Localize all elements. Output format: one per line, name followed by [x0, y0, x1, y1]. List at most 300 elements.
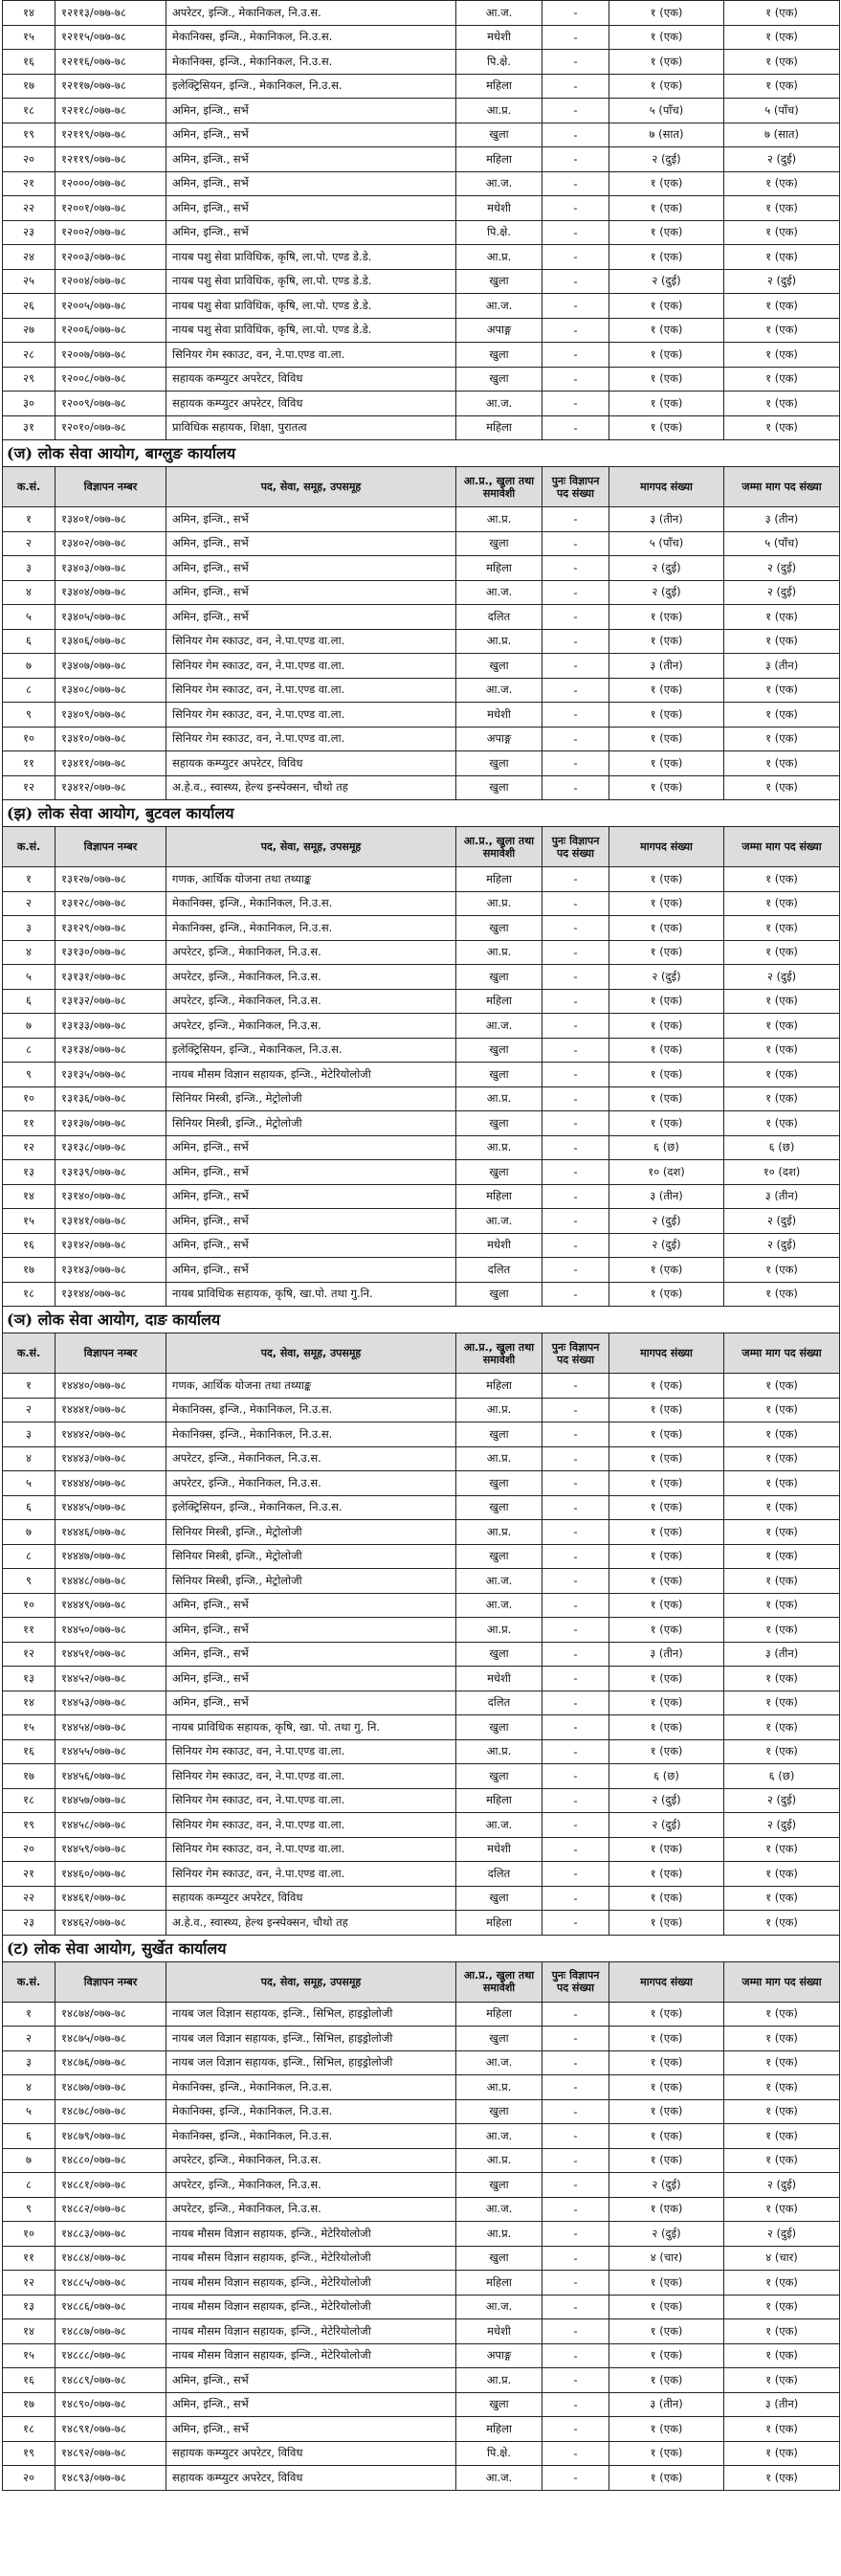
readvert-cell: -: [542, 2271, 609, 2296]
readvert-cell: -: [542, 367, 609, 392]
serial-cell: ६: [3, 1495, 55, 1520]
category-cell: आ.प्र.: [456, 1618, 542, 1643]
demand-cell: १ (एक): [609, 629, 724, 654]
table-row: [3, 1862, 840, 1887]
serial-cell: ७: [3, 1014, 55, 1039]
serial-cell: १२: [3, 1135, 55, 1160]
total-cell: ३ (तीन): [724, 654, 840, 679]
serial-cell: १८: [3, 1282, 55, 1307]
category-cell: आ.प्र.: [456, 1086, 542, 1111]
serial-cell: ३१: [3, 415, 55, 440]
readvert-cell: -: [542, 1063, 609, 1087]
serial-cell: ६: [3, 2124, 55, 2149]
advert-number-cell: १४४६०/०७७-७८: [55, 1862, 166, 1887]
table-row: [3, 2050, 840, 2075]
serial-cell: २: [3, 1398, 55, 1422]
category-cell: मधेशी: [456, 1667, 542, 1691]
advert-number-cell: १३१४४/०७७-७८: [55, 1282, 166, 1307]
post-cell: सहायक कम्प्युटर अपरेटर, विविध: [166, 1886, 456, 1911]
category-cell: पि.क्षे.: [456, 220, 542, 245]
total-cell: १ (एक): [724, 1398, 840, 1422]
post-cell: अमिन, इन्जि., सर्भे: [166, 605, 456, 630]
category-cell: खुला: [456, 1038, 542, 1063]
demand-cell: १ (एक): [609, 2124, 724, 2149]
total-cell: १ (एक): [724, 392, 840, 416]
advert-number-cell: १४८७७/०७७-७८: [55, 2075, 166, 2100]
total-cell: ५ (पाँच): [724, 99, 840, 123]
demand-cell: ३ (तीन): [609, 2392, 724, 2417]
serial-cell: १०: [3, 2222, 55, 2247]
category-cell: खुला: [456, 1544, 542, 1569]
total-cell: १ (एक): [724, 318, 840, 343]
readvert-cell: -: [542, 1374, 609, 1399]
total-cell: १ (एक): [724, 1086, 840, 1111]
vacancy-table-body: [3, 1, 840, 2491]
total-cell: १ (एक): [724, 629, 840, 654]
category-cell: अपाङ्ग: [456, 2343, 542, 2368]
table-row: [3, 74, 840, 99]
post-cell: अमिन, इन्जि., सर्भे: [166, 196, 456, 221]
total-cell: १ (एक): [724, 1691, 840, 1715]
category-cell: आ.ज.: [456, 392, 542, 416]
demand-cell: १ (एक): [609, 2466, 724, 2491]
serial-cell: ८: [3, 1038, 55, 1063]
category-cell: महिला: [456, 1788, 542, 1813]
serial-cell: १: [3, 507, 55, 532]
demand-cell: १ (एक): [609, 916, 724, 941]
demand-cell: १ (एक): [609, 1422, 724, 1447]
serial-cell: २१: [3, 1862, 55, 1887]
table-row: [3, 269, 840, 294]
post-cell: मेकानिक्स, इन्जि., मेकानिकल, नि.उ.स.: [166, 1422, 456, 1447]
advert-number-cell: १३४०८/०७७-७८: [55, 678, 166, 703]
advert-number-cell: १४८८२/०७७-७८: [55, 2197, 166, 2222]
table-row: [3, 965, 840, 990]
advert-number-cell: १४४४४/०७७-७८: [55, 1471, 166, 1496]
demand-cell: १ (एक): [609, 989, 724, 1014]
table-row: [3, 196, 840, 221]
serial-cell: ४: [3, 2075, 55, 2100]
demand-cell: १ (एक): [609, 1282, 724, 1307]
advert-number-cell: १२११५/०७७-७८: [55, 25, 166, 50]
post-cell: अमिन, इन्जि., सर्भे: [166, 1258, 456, 1283]
readvert-cell: -: [542, 1422, 609, 1447]
advert-number-cell: १३१३३/०७७-७८: [55, 1014, 166, 1039]
section-title: (झ) लोक सेवा आयोग, बुटवल कार्यालय: [3, 800, 840, 827]
demand-cell: १० (दश): [609, 1160, 724, 1185]
demand-cell: १ (एक): [609, 891, 724, 916]
section-title: (ट) लोक सेवा आयोग, सुर्खेत कार्यालय: [3, 1935, 840, 1961]
category-cell: आ.ज.: [456, 2466, 542, 2491]
table-row: [3, 605, 840, 630]
serial-cell: १४: [3, 1184, 55, 1209]
post-cell: अमिन, इन्जि., सर्भे: [166, 99, 456, 123]
total-cell: १ (एक): [724, 50, 840, 75]
total-cell: १ (एक): [724, 989, 840, 1014]
post-cell: अमिन, इन्जि., सर्भे: [166, 171, 456, 196]
post-cell: अमिन, इन्जि., सर्भे: [166, 556, 456, 581]
post-cell: सहायक कम्प्युटर अपरेटर, विविध: [166, 2441, 456, 2466]
column-header: आ.प्र., खुला तथा समावेशी: [456, 1333, 542, 1374]
advert-number-cell: १२०१०/०७७-७८: [55, 415, 166, 440]
advert-number-cell: १४४४१/०७७-७८: [55, 1398, 166, 1422]
readvert-cell: -: [542, 1014, 609, 1039]
category-cell: आ.प्र.: [456, 2148, 542, 2173]
table-row: [3, 123, 840, 147]
advert-number-cell: १२११७/०७७-७८: [55, 74, 166, 99]
table-row: [3, 1495, 840, 1520]
demand-cell: १ (एक): [609, 343, 724, 368]
category-cell: खुला: [456, 1495, 542, 1520]
table-row: [3, 2343, 840, 2368]
post-cell: इलेक्ट्रिसियन, इन्जि., मेकानिकल, नि.उ.स.: [166, 1038, 456, 1063]
total-cell: १ (एक): [724, 1715, 840, 1740]
advert-number-cell: १३४०९/०७७-७८: [55, 703, 166, 728]
readvert-cell: -: [542, 2417, 609, 2442]
category-cell: खुला: [456, 1642, 542, 1667]
table-row: [3, 1544, 840, 1569]
serial-cell: ७: [3, 2148, 55, 2173]
serial-cell: ८: [3, 678, 55, 703]
demand-cell: २ (दुई): [609, 1813, 724, 1838]
serial-cell: १३: [3, 1160, 55, 1185]
category-cell: मधेशी: [456, 196, 542, 221]
category-cell: आ.ज.: [456, 171, 542, 196]
total-cell: १ (एक): [724, 891, 840, 916]
total-cell: ६ (छ): [724, 1135, 840, 1160]
column-header: क.सं.: [3, 1333, 55, 1374]
demand-cell: १ (एक): [609, 2099, 724, 2124]
serial-cell: १३: [3, 1667, 55, 1691]
readvert-cell: -: [542, 1667, 609, 1691]
readvert-cell: -: [542, 989, 609, 1014]
readvert-cell: -: [542, 1495, 609, 1520]
readvert-cell: -: [542, 1618, 609, 1643]
serial-cell: ९: [3, 1063, 55, 1087]
advert-number-cell: १४८९२/०७७-७८: [55, 2441, 166, 2466]
demand-cell: १ (एक): [609, 1739, 724, 1764]
table-row: [3, 1, 840, 26]
advert-number-cell: १३४०६/०७७-७८: [55, 629, 166, 654]
demand-cell: २ (दुई): [609, 2222, 724, 2247]
advert-number-cell: १४४४९/०७७-७८: [55, 1593, 166, 1618]
serial-cell: २: [3, 891, 55, 916]
post-cell: अपरेटर, इन्जि., मेकानिकल, नि.उ.स.: [166, 2197, 456, 2222]
category-cell: महिला: [456, 556, 542, 581]
total-cell: १ (एक): [724, 2368, 840, 2393]
serial-cell: १७: [3, 2392, 55, 2417]
table-row: [3, 1593, 840, 1618]
table-row: [3, 2392, 840, 2417]
total-cell: १ (एक): [724, 2124, 840, 2149]
category-cell: महिला: [456, 74, 542, 99]
demand-cell: २ (दुई): [609, 269, 724, 294]
advert-number-cell: १३१२७/०७७-७८: [55, 867, 166, 892]
category-cell: मधेशी: [456, 1233, 542, 1258]
demand-cell: १ (एक): [609, 1398, 724, 1422]
advert-number-cell: १४८७५/०७७-७८: [55, 2027, 166, 2051]
demand-cell: ३ (तीन): [609, 507, 724, 532]
serial-cell: १०: [3, 727, 55, 751]
readvert-cell: -: [542, 531, 609, 556]
demand-cell: १ (एक): [609, 940, 724, 965]
table-row: [3, 25, 840, 50]
total-cell: १ (एक): [724, 2441, 840, 2466]
post-cell: नायब पशु सेवा प्राविधिक, कृषि, ला.पो. एण्ड डे.डे.: [166, 245, 456, 270]
table-row: [3, 1446, 840, 1471]
post-cell: सिनियर गेम स्काउट, वन, ने.पा.एण्ड वा.ला.: [166, 678, 456, 703]
total-cell: १ (एक): [724, 2027, 840, 2051]
total-cell: १ (एक): [724, 1862, 840, 1887]
table-row: [3, 940, 840, 965]
demand-cell: १ (एक): [609, 1667, 724, 1691]
serial-cell: ११: [3, 751, 55, 776]
demand-cell: १ (एक): [609, 1886, 724, 1911]
total-cell: १ (एक): [724, 415, 840, 440]
advert-number-cell: १३१३५/०७७-७८: [55, 1063, 166, 1087]
table-row: [3, 1398, 840, 1422]
total-cell: १ (एक): [724, 1667, 840, 1691]
column-header: क.सं.: [3, 467, 55, 507]
demand-cell: २ (दुई): [609, 1233, 724, 1258]
post-cell: नायब प्राविधिक सहायक, कृषि, खा.पो. तथा गु.नि.: [166, 1282, 456, 1307]
total-cell: २ (दुई): [724, 2222, 840, 2247]
readvert-cell: -: [542, 2368, 609, 2393]
serial-cell: २२: [3, 1886, 55, 1911]
advert-number-cell: १४४४८/०७७-७८: [55, 1569, 166, 1594]
category-cell: खुला: [456, 775, 542, 800]
demand-cell: १ (एक): [609, 751, 724, 776]
readvert-cell: -: [542, 2392, 609, 2417]
column-header: विज्ञापन नम्बर: [55, 1961, 166, 2002]
advert-number-cell: १२००२/०७७-७८: [55, 220, 166, 245]
category-cell: दलित: [456, 1258, 542, 1283]
readvert-cell: -: [542, 1544, 609, 1569]
table-row: [3, 1014, 840, 1039]
post-cell: अमिन, इन्जि., सर्भे: [166, 580, 456, 605]
advert-number-cell: १४८७९/०७७-७८: [55, 2124, 166, 2149]
post-cell: अ.हे.व., स्वास्थ्य, हेल्थ इन्स्पेक्सन, चौथो तह: [166, 1911, 456, 1936]
advert-number-cell: १४४४३/०७७-७८: [55, 1446, 166, 1471]
column-header: जम्मा माग पद संख्या: [724, 467, 840, 507]
readvert-cell: -: [542, 678, 609, 703]
category-cell: महिला: [456, 147, 542, 172]
column-header: मागपद संख्या: [609, 1961, 724, 2002]
total-cell: १ (एक): [724, 727, 840, 751]
demand-cell: १ (एक): [609, 703, 724, 728]
readvert-cell: -: [542, 1446, 609, 1471]
serial-cell: १२: [3, 775, 55, 800]
advert-number-cell: १३१४१/०७७-७८: [55, 1209, 166, 1234]
total-cell: १ (एक): [724, 678, 840, 703]
category-cell: खुला: [456, 269, 542, 294]
total-cell: १ (एक): [724, 703, 840, 728]
category-cell: आ.प्र.: [456, 891, 542, 916]
total-cell: १ (एक): [724, 1258, 840, 1283]
advert-number-cell: १३१४३/०७७-७८: [55, 1258, 166, 1283]
demand-cell: १ (एक): [609, 1715, 724, 1740]
serial-cell: ३०: [3, 392, 55, 416]
total-cell: १ (एक): [724, 220, 840, 245]
total-cell: १ (एक): [724, 2319, 840, 2344]
category-cell: आ.ज.: [456, 2050, 542, 2075]
demand-cell: १ (एक): [609, 867, 724, 892]
advert-number-cell: १४४४२/०७७-७८: [55, 1422, 166, 1447]
category-cell: आ.ज.: [456, 2124, 542, 2149]
demand-cell: १ (एक): [609, 2271, 724, 2296]
readvert-cell: -: [542, 1715, 609, 1740]
table-row: [3, 1111, 840, 1136]
serial-cell: ८: [3, 1544, 55, 1569]
demand-cell: १ (एक): [609, 2197, 724, 2222]
post-cell: नायब मौसम विज्ञान सहायक, इन्जि., मेटेरियोलोजी: [166, 2222, 456, 2247]
total-cell: १ (एक): [724, 245, 840, 270]
demand-cell: २ (दुई): [609, 965, 724, 990]
post-cell: नायब मौसम विज्ञान सहायक, इन्जि., मेटेरियोलोजी: [166, 2343, 456, 2368]
category-cell: आ.प्र.: [456, 2222, 542, 2247]
total-cell: १ (एक): [724, 2197, 840, 2222]
serial-cell: २४: [3, 245, 55, 270]
column-header: पद, सेवा, समूह, उपसमूह: [166, 467, 456, 507]
column-header: पुनः विज्ञापन पद संख्या: [542, 1333, 609, 1374]
readvert-cell: -: [542, 1862, 609, 1887]
advert-number-cell: १२११९/०७७-७८: [55, 123, 166, 147]
total-cell: ३ (तीन): [724, 1184, 840, 1209]
total-cell: १ (एक): [724, 2417, 840, 2442]
category-cell: महिला: [456, 2002, 542, 2027]
category-cell: आ.प्र.: [456, 629, 542, 654]
demand-cell: १ (एक): [609, 1471, 724, 1496]
total-cell: १ (एक): [724, 2466, 840, 2491]
serial-cell: २३: [3, 1911, 55, 1936]
advert-number-cell: १४४४६/०७७-७८: [55, 1520, 166, 1545]
post-cell: सिनियर मिस्त्री, इन्जि., मेट्रोलोजी: [166, 1569, 456, 1594]
table-row: [3, 867, 840, 892]
total-cell: १० (दश): [724, 1160, 840, 1185]
demand-cell: १ (एक): [609, 1862, 724, 1887]
table-row: [3, 1520, 840, 1545]
table-row: [3, 99, 840, 123]
total-cell: ३ (तीन): [724, 1642, 840, 1667]
table-row: [3, 2027, 840, 2051]
total-cell: १ (एक): [724, 2099, 840, 2124]
serial-cell: १७: [3, 1764, 55, 1789]
category-cell: महिला: [456, 989, 542, 1014]
post-cell: मेकानिक्स, इन्जि., मेकानिकल, नि.उ.स.: [166, 50, 456, 75]
advert-number-cell: १४४४०/०७७-७८: [55, 1374, 166, 1399]
table-row: [3, 703, 840, 728]
post-cell: अमिन, इन्जि., सर्भे: [166, 147, 456, 172]
demand-cell: १ (एक): [609, 318, 724, 343]
readvert-cell: -: [542, 1135, 609, 1160]
table-row: [3, 891, 840, 916]
readvert-cell: -: [542, 1184, 609, 1209]
readvert-cell: -: [542, 507, 609, 532]
demand-cell: १ (एक): [609, 171, 724, 196]
advert-number-cell: १३४११/०७७-७८: [55, 751, 166, 776]
category-cell: अपाङ्ग: [456, 318, 542, 343]
readvert-cell: -: [542, 99, 609, 123]
demand-cell: १ (एक): [609, 678, 724, 703]
readvert-cell: -: [542, 1258, 609, 1283]
advert-number-cell: १२००५/०७७-७८: [55, 294, 166, 319]
total-cell: १ (एक): [724, 74, 840, 99]
post-cell: नायब मौसम विज्ञान सहायक, इन्जि., मेटेरियोलोजी: [166, 2271, 456, 2296]
total-cell: १ (एक): [724, 1739, 840, 1764]
total-cell: १ (एक): [724, 751, 840, 776]
category-cell: महिला: [456, 2417, 542, 2442]
category-cell: आ.ज.: [456, 1593, 542, 1618]
table-row: [3, 1739, 840, 1764]
readvert-cell: -: [542, 2075, 609, 2100]
readvert-cell: -: [542, 1038, 609, 1063]
readvert-cell: -: [542, 556, 609, 581]
advert-number-cell: १४८८८/०७७-७८: [55, 2343, 166, 2368]
total-cell: १ (एक): [724, 1282, 840, 1307]
total-cell: २ (दुई): [724, 2173, 840, 2198]
advert-number-cell: १३४०२/०७७-७८: [55, 531, 166, 556]
category-cell: आ.प्र.: [456, 1446, 542, 1471]
column-header: मागपद संख्या: [609, 827, 724, 867]
demand-cell: १ (एक): [609, 1593, 724, 1618]
readvert-cell: -: [542, 147, 609, 172]
category-cell: आ.ज.: [456, 2295, 542, 2319]
readvert-cell: -: [542, 294, 609, 319]
post-cell: अमिन, इन्जि., सर्भे: [166, 507, 456, 532]
table-header-row: [3, 1333, 840, 1374]
column-header: विज्ञापन नम्बर: [55, 827, 166, 867]
serial-cell: १४: [3, 1, 55, 26]
table-row: [3, 1813, 840, 1838]
table-row: [3, 392, 840, 416]
serial-cell: २७: [3, 318, 55, 343]
table-row: [3, 2441, 840, 2466]
category-cell: आ.ज.: [456, 1813, 542, 1838]
total-cell: १ (एक): [724, 775, 840, 800]
post-cell: अमिन, इन्जि., सर्भे: [166, 1667, 456, 1691]
readvert-cell: -: [542, 2124, 609, 2149]
post-cell: मेकानिक्स, इन्जि., मेकानिकल, नि.उ.स.: [166, 2075, 456, 2100]
serial-cell: १९: [3, 123, 55, 147]
post-cell: अपरेटर, इन्जि., मेकानिकल, नि.उ.स.: [166, 2173, 456, 2198]
category-cell: खुला: [456, 916, 542, 941]
demand-cell: ३ (तीन): [609, 654, 724, 679]
table-row: [3, 2466, 840, 2491]
serial-cell: १: [3, 867, 55, 892]
total-cell: १ (एक): [724, 196, 840, 221]
advert-number-cell: १४८७८/०७७-७८: [55, 2099, 166, 2124]
total-cell: ६ (छ): [724, 1764, 840, 1789]
category-cell: खुला: [456, 1160, 542, 1185]
demand-cell: १ (एक): [609, 1544, 724, 1569]
readvert-cell: -: [542, 2246, 609, 2271]
total-cell: ३ (तीन): [724, 507, 840, 532]
demand-cell: १ (एक): [609, 605, 724, 630]
demand-cell: १ (एक): [609, 1911, 724, 1936]
demand-cell: १ (एक): [609, 25, 724, 50]
table-row: [3, 1642, 840, 1667]
advert-number-cell: १४८९१/०७७-७८: [55, 2417, 166, 2442]
table-row: [3, 2075, 840, 2100]
category-cell: आ.ज.: [456, 1014, 542, 1039]
category-cell: खुला: [456, 1886, 542, 1911]
total-cell: १ (एक): [724, 867, 840, 892]
advert-number-cell: १४८८०/०७७-७८: [55, 2148, 166, 2173]
advert-number-cell: १३१३१/०७७-७८: [55, 965, 166, 990]
post-cell: प्राविधिक सहायक, शिक्षा, पुरातत्व: [166, 415, 456, 440]
readvert-cell: -: [542, 171, 609, 196]
readvert-cell: -: [542, 343, 609, 368]
